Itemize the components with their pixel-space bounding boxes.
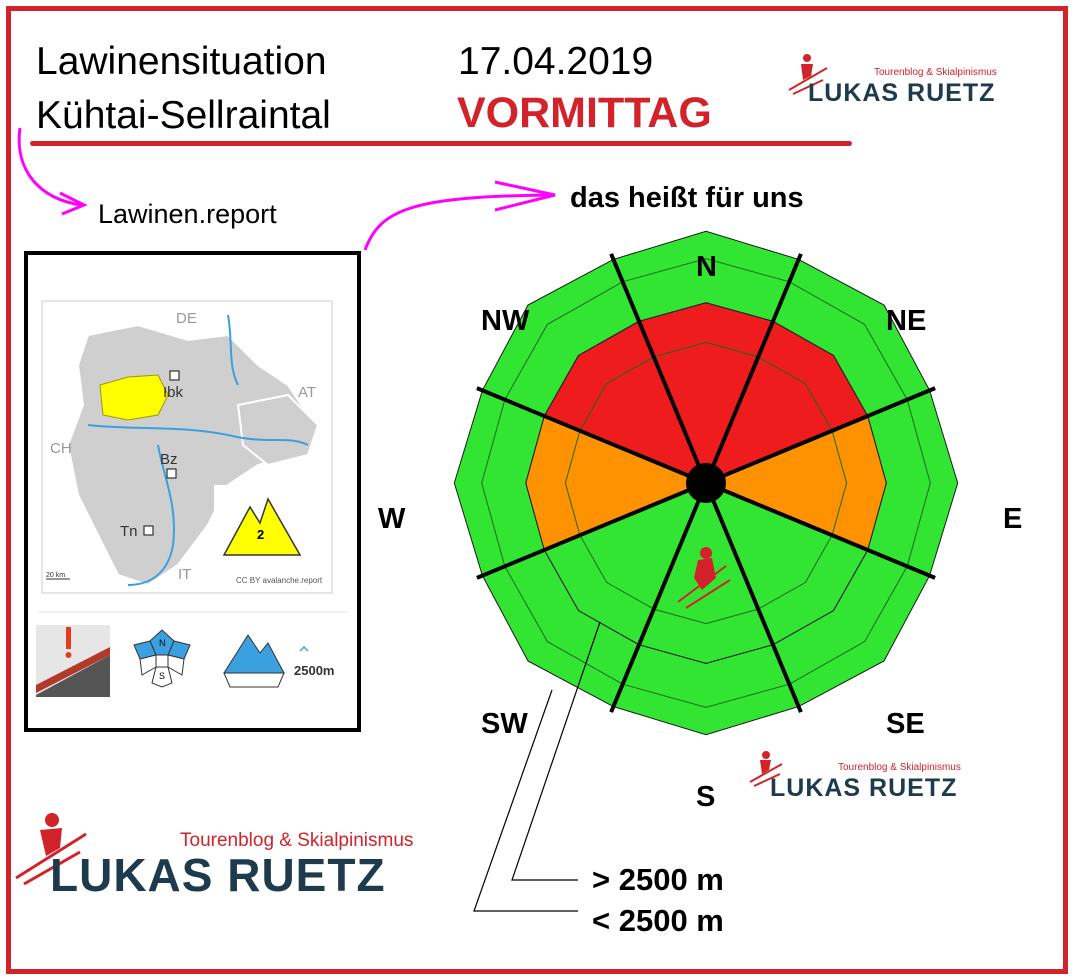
legend-above: > 2500 m	[592, 862, 724, 897]
elevation-value: 2500m	[294, 663, 335, 678]
page-title-line2: Kühtai-Sellraintal	[36, 94, 331, 137]
logo-bottom-subtitle: Tourenblog & Skialpinismus	[180, 830, 414, 851]
report-label: Lawinen.report	[98, 199, 277, 229]
dir-se: SE	[886, 708, 925, 740]
dir-sw: SW	[481, 708, 528, 740]
dir-s: S	[696, 781, 716, 813]
map-label-at: AT	[298, 384, 317, 401]
dir-nw: NW	[481, 305, 530, 337]
rose-center	[686, 463, 726, 503]
dir-n: N	[696, 251, 717, 283]
logo-mid	[742, 746, 992, 806]
city-ibk: Ibk	[163, 384, 184, 401]
map-scale: 20 km	[46, 572, 66, 579]
page-title-line1: Lawinensituation	[36, 40, 327, 83]
dir-w: W	[378, 503, 406, 535]
logo-top-subtitle: Tourenblog & Skialpinismus	[874, 67, 997, 78]
meaning-label: das heißt für uns	[570, 182, 804, 214]
compass-s: S	[159, 671, 166, 681]
legend-below: < 2500 m	[592, 903, 724, 938]
map-label-it: IT	[178, 566, 192, 583]
report-date: 17.04.2019	[458, 40, 654, 83]
report-period: VORMITTAG	[457, 89, 712, 137]
city-bz: Bz	[160, 451, 178, 468]
dir-e: E	[1003, 503, 1023, 535]
city-tn: Tn	[120, 523, 138, 540]
danger-level: 2	[257, 527, 265, 542]
map-label-de: DE	[176, 310, 197, 327]
map-credit: CC BY avalanche.report	[236, 576, 323, 585]
logo-mid-subtitle: Tourenblog & Skialpinismus	[838, 762, 961, 773]
logo-bottom	[12, 808, 462, 908]
logo-top-name: LUKAS RUETZ	[808, 79, 996, 107]
logo-bottom-name: LUKAS RUETZ	[50, 849, 386, 901]
logo-mid-name: LUKAS RUETZ	[770, 774, 958, 802]
compass-n: N	[159, 638, 166, 648]
dir-ne: NE	[886, 305, 927, 337]
map-label-ch: CH	[50, 440, 72, 457]
